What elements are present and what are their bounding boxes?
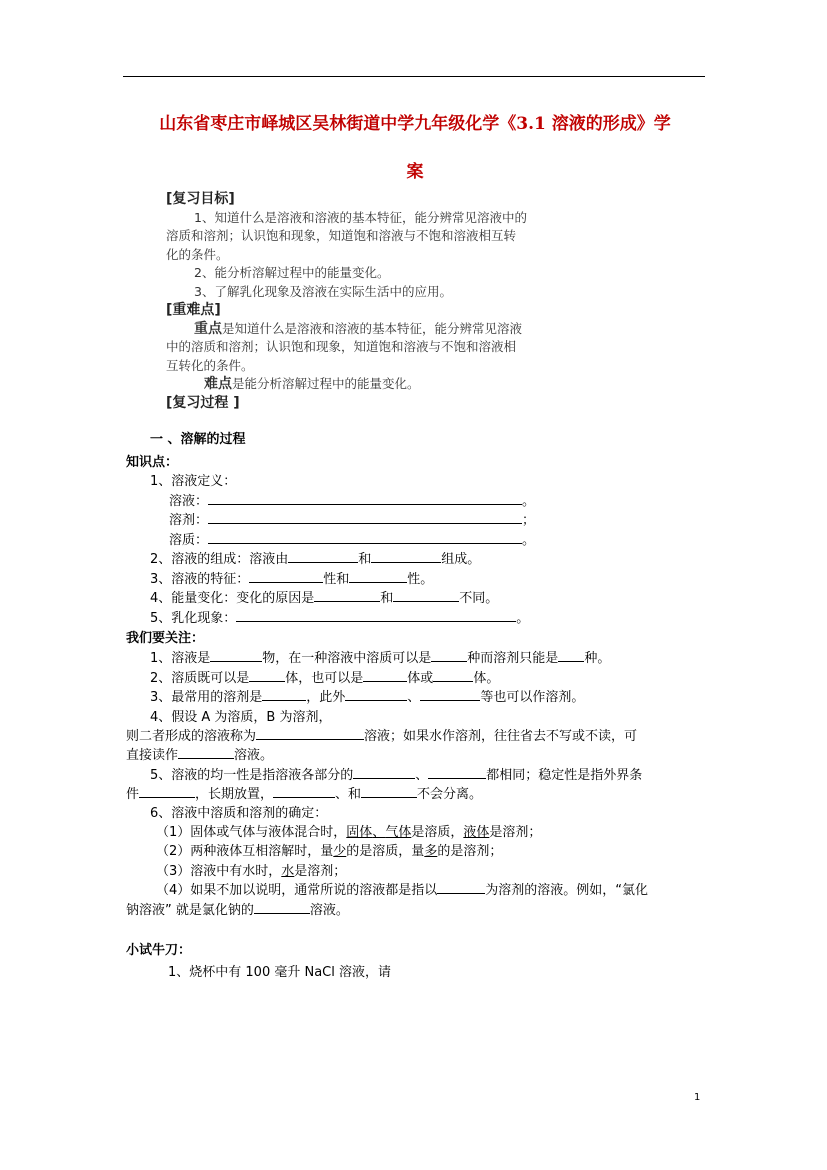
title-line-1: 山东省枣庄市峄城区吴林街道中学九年级化学《3.1 溶液的形成》学 xyxy=(159,114,671,134)
rule-2: （2）两种液体互相溶解时，量少的是溶质，量多的是溶剂； xyxy=(156,844,503,859)
focus-item-1: 1、溶液是 物，在一种溶液中溶质可以是 种而溶剂只能是 种。 xyxy=(150,651,611,666)
key-points-heading: [重难点] xyxy=(166,302,221,318)
blank[interactable] xyxy=(420,688,480,701)
document-title xyxy=(120,100,710,196)
knowledge-item-5: 5、乳化现象： 。 xyxy=(150,611,530,626)
blank[interactable] xyxy=(249,669,285,682)
focus-item-6: 6、溶液中溶质和溶剂的确定： xyxy=(150,806,328,821)
blank[interactable] xyxy=(210,649,262,662)
focus-item-2: 2、溶质既可以是 体，也可以是 体或 体。 xyxy=(150,671,500,686)
focus-item-5: 5、溶液的均一性是指溶液各部分的 、 都相同；稳定性是指外界条 xyxy=(150,768,643,783)
goals-heading: [复习目标] xyxy=(166,191,235,207)
key-point-2: 难点是能分析溶解过程中的能量变化。 xyxy=(204,376,420,392)
rule-1: （1）固体或气体与液体混合时，固体、气体是溶质，液体是溶剂； xyxy=(156,825,542,840)
goal-2: 2、能分析溶解过程中的能量变化。 xyxy=(194,265,390,280)
focus-heading: 我们要关注： xyxy=(126,631,205,646)
rule-4-line-2: 钠溶液” 就是氯化钠的 溶液。 xyxy=(126,903,349,918)
review-goals-block xyxy=(166,190,616,412)
blank[interactable] xyxy=(363,669,407,682)
section-heading: 一 、溶解的过程 xyxy=(150,432,246,447)
solute-definition-line: 溶质： 。 xyxy=(169,533,536,548)
title-line-2: 案 xyxy=(406,162,424,182)
knowledge-item-3: 3、溶液的特征： 性和 性。 xyxy=(150,572,434,587)
knowledge-heading: 知识点： xyxy=(126,455,179,470)
blank[interactable] xyxy=(428,766,486,779)
blank[interactable] xyxy=(371,550,441,563)
blank[interactable] xyxy=(178,746,234,759)
key-point-1: 重点是知道什么是溶液和溶液的基本特征，能分辨常见溶液 xyxy=(194,320,523,337)
blank[interactable] xyxy=(558,649,584,662)
practice-heading: 小试牛刀： xyxy=(126,943,192,958)
rule-4: （4）如果不加以说明，通常所说的溶液都是指以 为溶剂的溶液。例如，“氯化 xyxy=(156,883,649,898)
blank[interactable] xyxy=(273,785,335,798)
knowledge-item-1: 1、溶液定义： xyxy=(150,474,237,489)
focus-item-4: 4、假设 A 为溶质，B 为溶剂， xyxy=(150,710,332,725)
blank[interactable] xyxy=(288,550,358,563)
header-rule xyxy=(123,76,705,77)
page-number: 1 xyxy=(694,1092,701,1103)
blank[interactable] xyxy=(314,589,380,602)
blank[interactable] xyxy=(262,688,306,701)
focus-item-5-line-2: 件 ，长期放置， 、和 不会分离。 xyxy=(126,787,483,802)
practice-question-1: 1、烧杯中有 100 毫升 NaCl 溶液，请 xyxy=(168,965,391,980)
blank[interactable] xyxy=(249,570,323,583)
goal-1-cont2: 化的条件。 xyxy=(166,246,229,262)
blank[interactable] xyxy=(254,901,310,914)
blank[interactable] xyxy=(345,688,407,701)
focus-item-4-line-3: 直接读作 溶液。 xyxy=(126,748,274,763)
goal-1-cont: 溶质和溶剂；认识饱和现象，知道饱和溶液与不饱和溶液相互转 xyxy=(166,228,517,243)
goal-1: 1、知道什么是溶液和溶液的基本特征，能分辨常见溶液中的 xyxy=(194,209,527,225)
blank[interactable] xyxy=(208,492,522,505)
blank[interactable] xyxy=(208,531,522,544)
blank[interactable] xyxy=(236,609,516,622)
blank[interactable] xyxy=(431,649,467,662)
blank[interactable] xyxy=(208,511,522,524)
blank[interactable] xyxy=(139,785,195,798)
blank[interactable] xyxy=(433,669,473,682)
focus-item-3: 3、最常用的溶剂是 ，此外 、 等也可以作溶剂。 xyxy=(150,690,585,705)
knowledge-item-2: 2、溶液的组成：溶液由 和 组成。 xyxy=(150,552,481,567)
blank[interactable] xyxy=(256,727,364,740)
key-point-1-cont: 中的溶质和溶剂；认识饱和现象，知道饱和溶液与不饱和溶液相 xyxy=(166,339,517,354)
blank[interactable] xyxy=(393,589,459,602)
blank[interactable] xyxy=(361,785,417,798)
key-point-1-cont2: 互转化的条件。 xyxy=(166,357,254,373)
solution-definition-line: 溶液： 。 xyxy=(169,494,536,509)
blank[interactable] xyxy=(349,570,407,583)
knowledge-item-4: 4、能量变化：变化的原因是 和 不同。 xyxy=(150,591,499,606)
rule-3: （3）溶液中有水时，水是溶剂； xyxy=(156,864,347,879)
process-heading: [复习过程 ] xyxy=(166,394,240,411)
solvent-definition-line: 溶剂： ； xyxy=(169,513,536,528)
goal-3: 3、了解乳化现象及溶液在实际生活中的应用。 xyxy=(194,283,452,299)
focus-item-4-line-2: 则二者形成的溶液称为 溶液；如果水作溶剂，往往省去不写或不读，可 xyxy=(126,729,638,744)
blank[interactable] xyxy=(353,766,415,779)
blank[interactable] xyxy=(437,881,485,894)
